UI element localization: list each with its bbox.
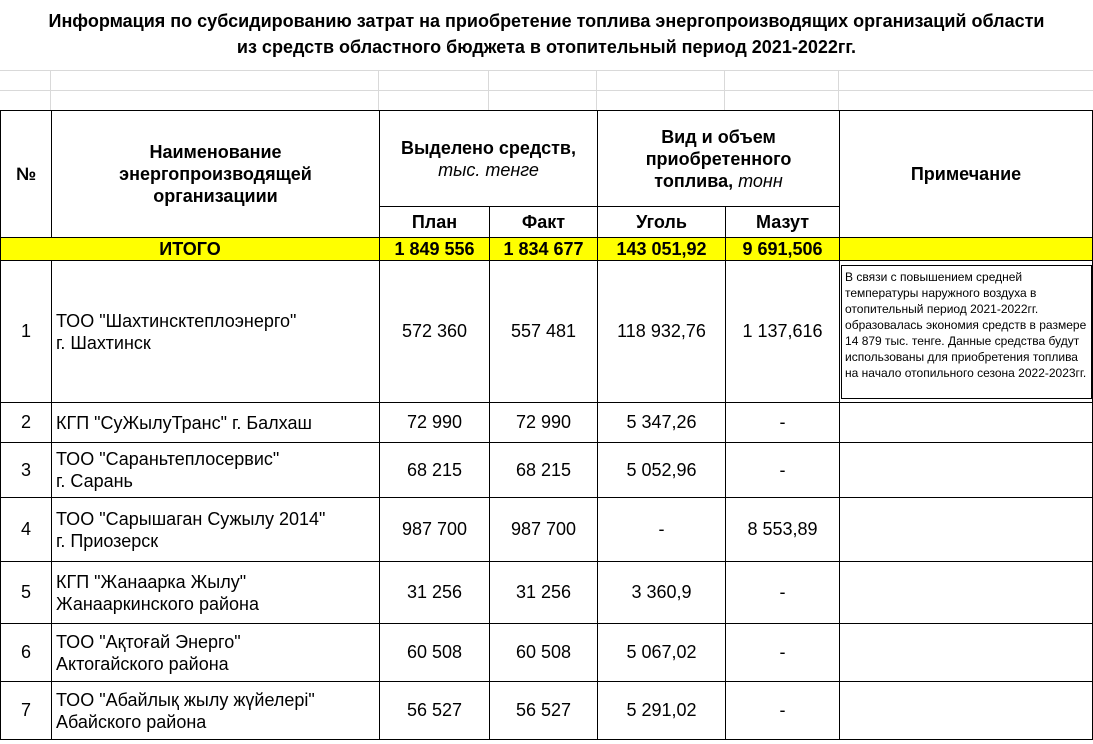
row-fuel-oil: - <box>726 562 840 624</box>
row-fuel-oil: - <box>726 443 840 498</box>
header-allocated <box>380 111 598 207</box>
header-allocated-text: Выделено средств, <box>401 137 576 158</box>
table-row <box>1 443 1093 498</box>
row-coal: 5 347,26 <box>598 403 726 443</box>
header-fuel-text: Вид и объем приобретенного топлива, <box>645 126 792 191</box>
header-fuel-oil: Мазут <box>726 207 840 238</box>
row-org-name-line2: г. Приозерск <box>56 530 159 551</box>
row-coal: 5 291,02 <box>598 682 726 740</box>
row-org-name-line1: ТОО "Ақтоғай Энерго" <box>56 631 241 652</box>
table-row <box>1 403 1093 443</box>
total-label: ИТОГО <box>1 238 380 261</box>
row-note <box>840 498 1093 562</box>
row-org-name-line1: ТОО "Шахтинсктеплоэнерго" <box>56 310 297 331</box>
header-plan: План <box>380 207 490 238</box>
row-org-name <box>52 498 380 562</box>
total-coal: 143 051,92 <box>598 238 726 261</box>
row-plan: 60 508 <box>380 624 490 682</box>
table-row <box>1 261 1093 403</box>
table-row <box>1 682 1093 740</box>
row-fact: 557 481 <box>490 261 598 403</box>
row-org-name-line1: ТОО "Абайлық жылу жүйелері" <box>56 689 315 710</box>
header-coal: Уголь <box>598 207 726 238</box>
subsidy-table <box>0 110 1093 740</box>
row-fuel-oil: 1 137,616 <box>726 261 840 403</box>
header-row <box>1 111 1093 207</box>
header-fuel-unit: тонн <box>738 170 783 191</box>
row-fact: 56 527 <box>490 682 598 740</box>
row-fuel-oil: 8 553,89 <box>726 498 840 562</box>
row-org-name-line2: Актогайского района <box>56 653 229 674</box>
row-coal: 5 067,02 <box>598 624 726 682</box>
row-org-name-line2: г. Сарань <box>56 471 133 491</box>
row-fact: 60 508 <box>490 624 598 682</box>
row-plan: 31 256 <box>380 562 490 624</box>
header-org-name-text: Наименование энергопроизводящей организациии <box>119 142 312 206</box>
row-num: 3 <box>1 443 52 498</box>
row-coal: 5 052,96 <box>598 443 726 498</box>
header-num: № <box>1 111 52 238</box>
row-note-text: В связи с повышением средней температуры наружного воздуха в отопительный период 2021-2022гг. образовалась экономия средств в размере 14 879 тыс. тенге. Данные средства будут использованы для приобретения топлива на начало отопильного сезона 2022-2023гг. <box>841 265 1092 399</box>
header-allocated-unit: тыс. тенге <box>438 159 539 180</box>
row-coal: - <box>598 498 726 562</box>
row-num: 7 <box>1 682 52 740</box>
header-org-name <box>52 111 380 238</box>
table-row <box>1 498 1093 562</box>
row-fact: 72 990 <box>490 403 598 443</box>
row-num: 4 <box>1 498 52 562</box>
row-note <box>840 562 1093 624</box>
total-note <box>840 238 1093 261</box>
row-org-name <box>52 443 380 498</box>
title-line-1: Информация по субсидированию затрат на приобретение топлива энергопроизводящих организаций области <box>48 11 1045 31</box>
row-plan: 56 527 <box>380 682 490 740</box>
row-num: 1 <box>1 261 52 403</box>
row-fuel-oil: - <box>726 624 840 682</box>
total-plan: 1 849 556 <box>380 238 490 261</box>
row-org-name-line1: ТОО "Сараньтеплосервис" <box>56 449 280 469</box>
row-note <box>840 624 1093 682</box>
row-note <box>840 682 1093 740</box>
row-org-name-line1: КГП "Жанаарка Жылу" <box>56 571 247 592</box>
title-line-2: из средств областного бюджета в отопительный период 2021-2022гг. <box>236 37 857 57</box>
row-fact: 987 700 <box>490 498 598 562</box>
row-org-name-line2: Абайского района <box>56 711 207 732</box>
row-num: 6 <box>1 624 52 682</box>
row-plan: 68 215 <box>380 443 490 498</box>
header-fuel <box>598 111 840 207</box>
row-org-name-line2: Жанааркинского района <box>56 593 259 614</box>
row-note <box>840 443 1093 498</box>
row-org-name-line2: г. Шахтинск <box>56 332 151 353</box>
table-row <box>1 562 1093 624</box>
row-fact: 68 215 <box>490 443 598 498</box>
row-num: 5 <box>1 562 52 624</box>
table-row <box>1 624 1093 682</box>
row-org-name <box>52 562 380 624</box>
row-org-name <box>52 624 380 682</box>
row-num: 2 <box>1 403 52 443</box>
total-fuel-oil: 9 691,506 <box>726 238 840 261</box>
row-plan: 72 990 <box>380 403 490 443</box>
row-org-name-line1: ТОО "Сарышаган Сужылу 2014" <box>56 508 326 529</box>
row-fuel-oil: - <box>726 682 840 740</box>
row-coal: 118 932,76 <box>598 261 726 403</box>
row-note <box>840 261 1093 403</box>
total-row <box>1 238 1093 261</box>
row-org-name: КГП "СуЖылуТранс" г. Балхаш <box>52 403 380 443</box>
row-coal: 3 360,9 <box>598 562 726 624</box>
document-title <box>0 8 1093 60</box>
row-note <box>840 403 1093 443</box>
row-org-name <box>52 682 380 740</box>
header-note: Примечание <box>840 111 1093 238</box>
spreadsheet-gridlines <box>0 70 1093 110</box>
row-plan: 987 700 <box>380 498 490 562</box>
total-fact: 1 834 677 <box>490 238 598 261</box>
row-plan: 572 360 <box>380 261 490 403</box>
row-fact: 31 256 <box>490 562 598 624</box>
row-org-name <box>52 261 380 403</box>
row-fuel-oil: - <box>726 403 840 443</box>
header-fact: Факт <box>490 207 598 238</box>
